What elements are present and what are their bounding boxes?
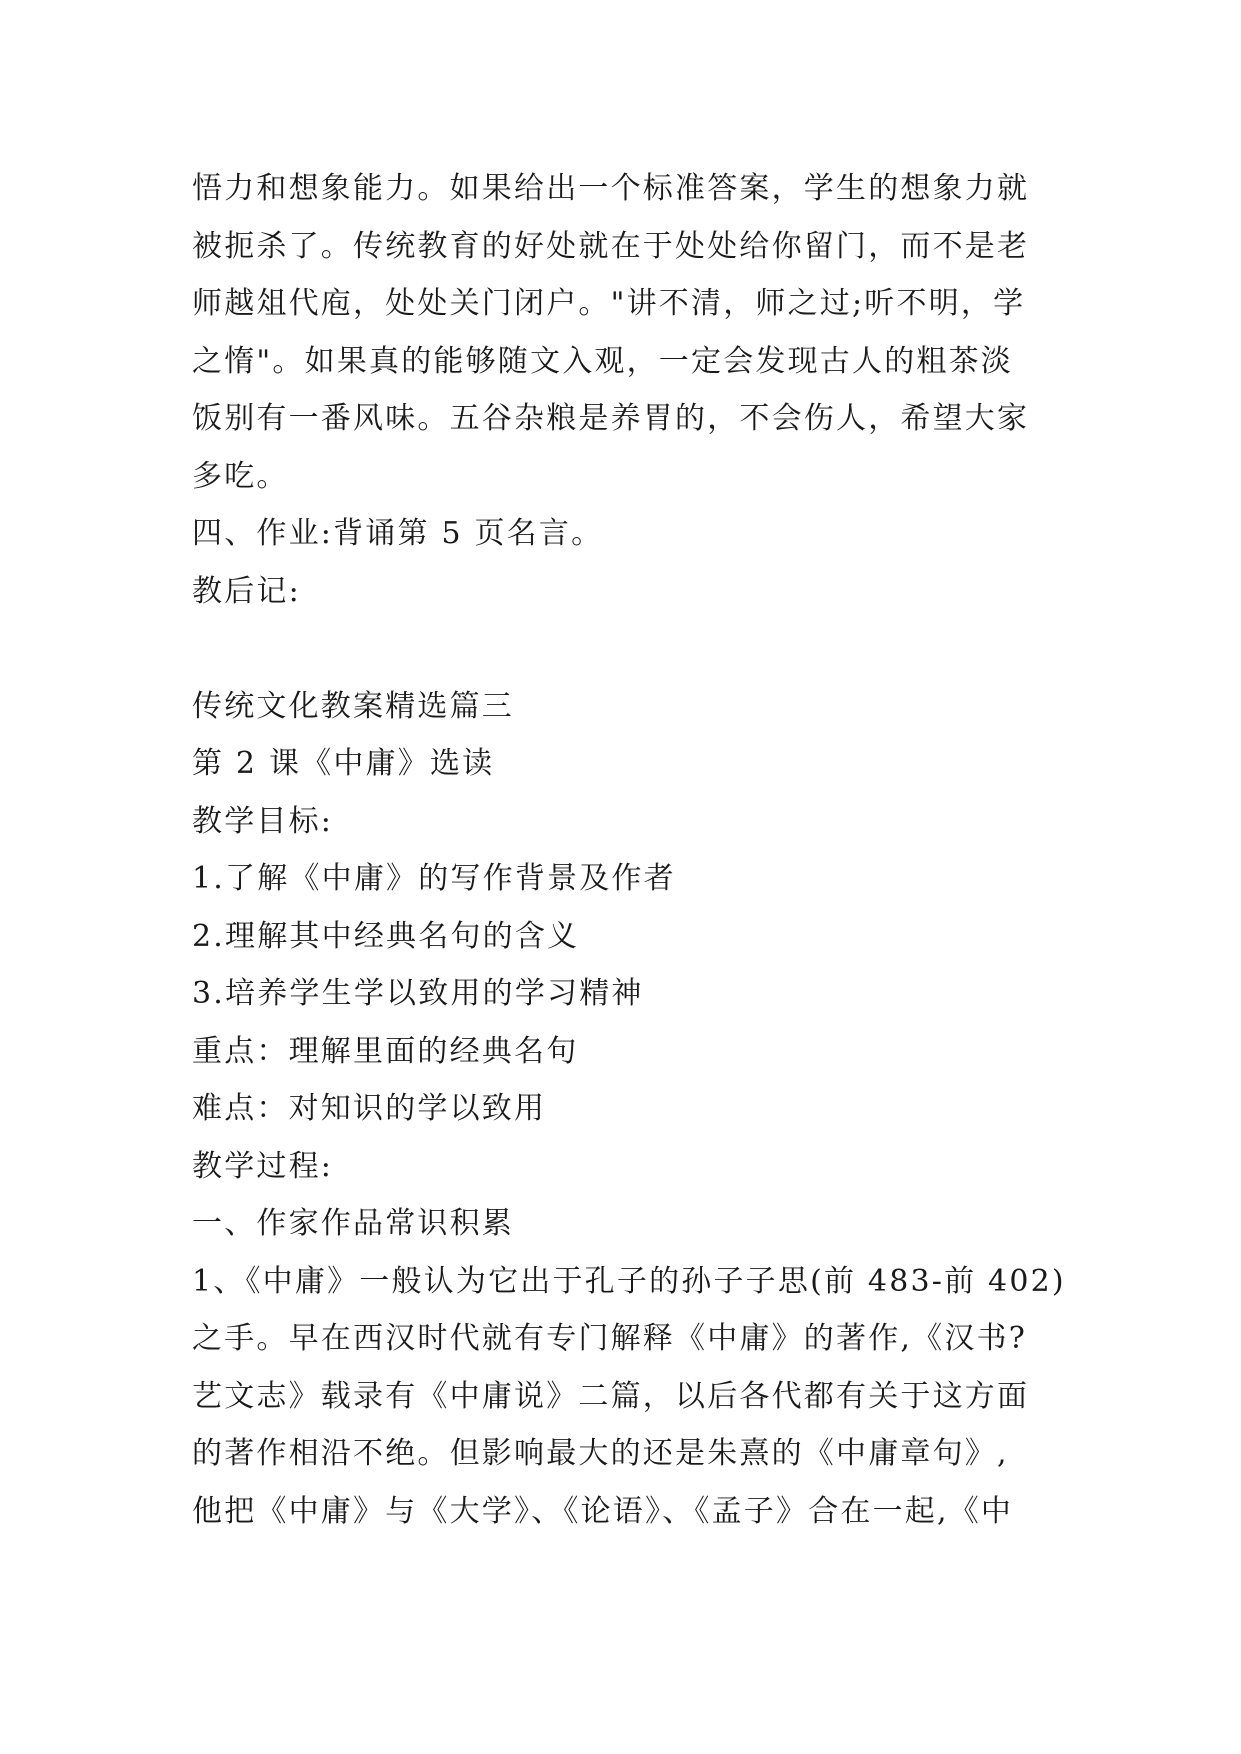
section-spacer <box>192 620 1052 678</box>
text-line: 之手。早在西汉时代就有专门解释《中庸》的著作,《汉书? <box>192 1321 1028 1356</box>
objective-item: 2.理解其中经典名句的含义 <box>192 918 580 954</box>
text-line: 饭别有一番风味。五谷杂粮是养胃的，不会伤人，希望大家 <box>192 401 1030 436</box>
text-line: 多吃。 <box>192 458 289 494</box>
text-line: 1、《中庸》一般认为它出于孔子的孙子子思(前 483-前 402) <box>192 1263 1066 1299</box>
objective-item: 3.培养学生学以致用的学习精神 <box>192 976 644 1011</box>
text-line: 之惰"。如果真的能够随文入观，一定会发现古人的粗茶淡 <box>192 343 1013 379</box>
teaching-notes-label: 教后记: <box>192 573 301 609</box>
lesson-title: 第 2 课《中庸》选读 <box>192 746 495 781</box>
text-line: 悟力和想象能力。如果给出一个标准答案，学生的想象力就 <box>192 171 1030 206</box>
process-label: 教学过程: <box>192 1148 334 1184</box>
objective-item: 1.了解《中庸》的写作背景及作者 <box>192 861 676 896</box>
difficulty-line: 难点：对知识的学以致用 <box>192 1091 547 1126</box>
text-line: 艺文志》载录有《中庸说》二篇，以后各代都有关于这方面 <box>192 1378 1030 1414</box>
key-point-line: 重点：理解里面的经典名句 <box>192 1033 579 1069</box>
text-line: 的著作相沿不绝。但影响最大的还是朱熹的《中庸章句》, <box>192 1436 1009 1471</box>
objectives-label: 教学目标: <box>192 803 334 839</box>
subsection-heading: 一、作家作品常识积累 <box>192 1206 514 1241</box>
text-block-previous-lesson <box>192 160 1052 620</box>
document-body <box>192 160 1066 1540</box>
text-line: 他把《中庸》与《大学》、《论语》、《孟子》合在一起,《中 <box>192 1493 1014 1529</box>
text-line: 被扼杀了。传统教育的好处就在于处处给你留门，而不是老 <box>192 228 1030 264</box>
text-block-lesson-three <box>192 678 1066 1541</box>
text-line: 师越俎代庖，处处关门闭户。"讲不清，师之过;听不明，学 <box>192 286 1026 321</box>
homework-line: 四、作业:背诵第 5 页名言。 <box>192 516 604 551</box>
section-heading: 传统文化教案精选篇三 <box>192 688 514 724</box>
